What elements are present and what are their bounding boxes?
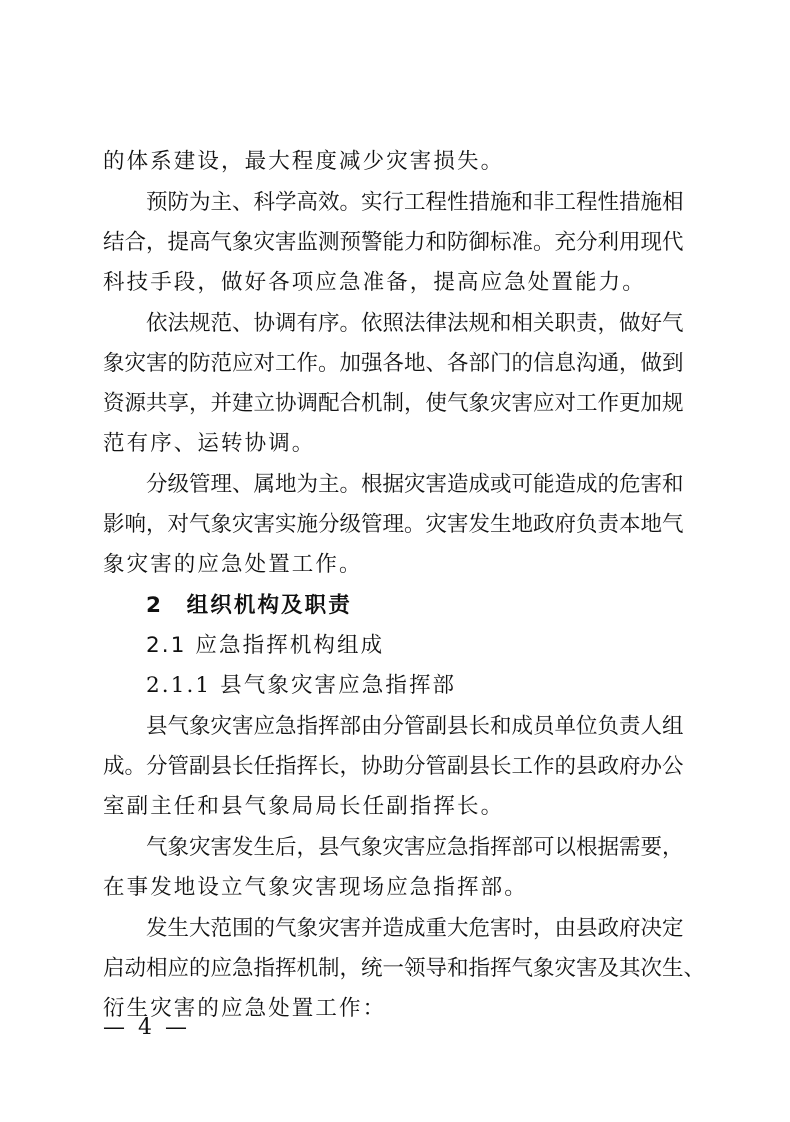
body-text-line: 分级管理、属地为主。根据灾害造成或可能造成的危害和 (146, 472, 684, 497)
body-text-line: 县气象灾害应急指挥部由分管副县长和成员单位负责人组 (146, 714, 684, 739)
body-text-line: 启动相应的应急指挥机制，统一领导和指挥气象灾害及其次生、 (103, 956, 706, 981)
body-text-line: 气象灾害发生后，县气象灾害应急指挥部可以根据需要， (146, 835, 684, 860)
body-text-line: 象灾害的应急处置工作。 (103, 552, 363, 577)
body-text-line: 影响，对气象灾害实施分级管理。灾害发生地政府负责本地气 (103, 512, 684, 537)
body-text-line: 结合，提高气象灾害监测预警能力和防御标准。充分利用现代 (103, 230, 684, 255)
body-text-line: 范有序、运转协调。 (103, 431, 316, 456)
subsubsection-heading: 2.1.1 县气象灾害应急指挥部 (146, 673, 457, 698)
body-text-line: 发生大范围的气象灾害并造成重大危害时，由县政府决定 (146, 916, 684, 941)
section-heading: 2 组织机构及职责 (146, 593, 352, 618)
subsection-heading: 2.1 应急指挥机构组成 (146, 633, 385, 658)
body-text-line: 依法规范、协调有序。依照法律法规和相关职责，做好气 (146, 311, 684, 336)
body-text-line: 衍生灾害的应急处置工作： (103, 996, 387, 1021)
body-text-line: 室副主任和县气象局局长任副指挥长。 (103, 794, 505, 819)
page-number: — 4 — (103, 1015, 190, 1040)
body-text-line: 的体系建设，最大程度减少灾害损失。 (103, 149, 505, 174)
body-text-line: 在事发地设立气象灾害现场应急指挥部。 (103, 875, 528, 900)
body-text-line: 科技手段，做好各项应急准备，提高应急处置能力。 (103, 270, 646, 295)
body-text-line: 资源共享，并建立协调配合机制，使气象灾害应对工作更加规 (103, 391, 684, 416)
body-text-line: 成。分管副县长任指挥长，协助分管副县长工作的县政府办公 (103, 754, 684, 779)
body-text-line: 预防为主、科学高效。实行工程性措施和非工程性措施相 (146, 190, 684, 215)
body-text-line: 象灾害的防范应对工作。加强各地、各部门的信息沟通，做到 (103, 351, 684, 376)
